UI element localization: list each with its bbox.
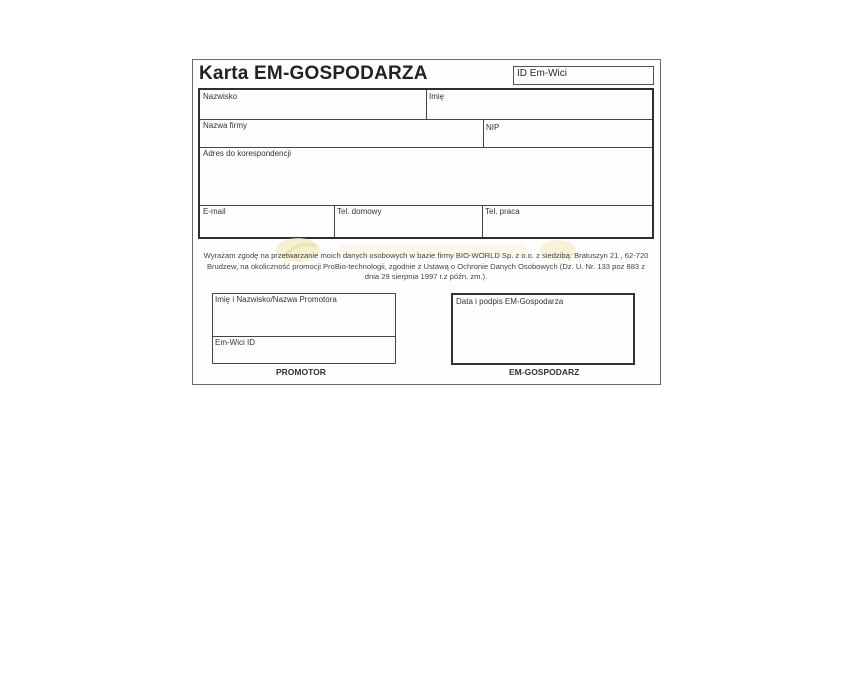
company-field[interactable]	[200, 119, 483, 147]
nip-field[interactable]	[483, 119, 652, 147]
promoter-id-field[interactable]	[213, 336, 395, 363]
nip-label: NIP	[486, 123, 500, 132]
surname-label: Nazwisko	[203, 92, 238, 101]
host-caption: EM-GOSPODARZ	[509, 367, 580, 377]
host-signature-label: Data i podpis EM-Gospodarza	[456, 297, 564, 306]
promoter-name-field[interactable]	[213, 294, 395, 335]
host-signature-field[interactable]	[451, 293, 635, 365]
first-name-field[interactable]	[426, 90, 652, 119]
address-label: Adres do korespondencji	[203, 149, 292, 158]
promoter-id-label: Em-Wici ID	[215, 338, 255, 347]
personal-data-grid	[198, 88, 654, 239]
promoter-caption: PROMOTOR	[276, 367, 326, 377]
first-name-label: Imię	[429, 92, 445, 101]
surname-field[interactable]	[200, 90, 426, 119]
phone-work-label: Tel. praca	[485, 207, 520, 216]
promoter-name-label: Imię i Nazwisko/Nazwa Promotora	[215, 295, 337, 304]
company-label: Nazwa firmy	[203, 121, 248, 130]
id-em-wici-label: ID Em-Wici	[517, 68, 567, 79]
email-label: E-mail	[203, 207, 226, 216]
form-title: Karta EM-GOSPODARZA	[199, 63, 428, 84]
address-field[interactable]	[200, 147, 652, 205]
id-em-wici-field[interactable]	[513, 66, 654, 85]
phone-home-label: Tel. domowy	[337, 207, 382, 216]
consent-text: Wyrażam zgodę na przetwarzanie moich danych osobowych w bazie firmy BIO-WORLD Sp. z o.o. z siedzibą: Bratuszyn 21 , 62-720 Brudzew, na okoliczność promocji ProBio-technologii, zgodnie z Ustawą o Ochronie Danych Osobowych (Dz. U. Nr. 133 poz 883 z dnia 29 sierpnia 1997 r.z późn. zm.).	[203, 251, 649, 282]
